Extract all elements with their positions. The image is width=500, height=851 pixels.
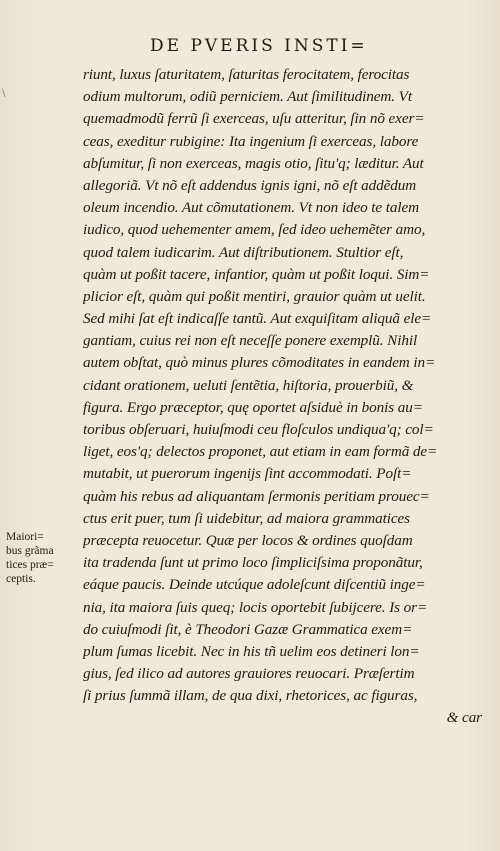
text-line: allegoriã. Vt nõ eſt addendus ignis igni, nõ eſt addẽdum (83, 176, 417, 194)
text-line: eáque paucis. Deinde utcúque adoleſcunt diſcentiũ inge= (83, 576, 426, 594)
text-line: do cuiuſmodi ſit, è Theodori Gazæ Grammatica exem= (83, 620, 413, 638)
text-line: liget, eos'q; delectos proponet, aut etiam in eam formã de= (83, 443, 438, 461)
text-line: riunt, luxus ſaturitatem, ſaturitas ferocitatem, ferocitas (83, 66, 410, 83)
catchword: & car (446, 709, 482, 727)
text-line: ceas, exeditur rubigine: Ita ingenium ſi exerceas, labore (83, 132, 419, 150)
text-line: toribus obſeruari, huiuſmodi ceu floſculos undiqua'q; col= (83, 421, 434, 438)
marginal-note-line: ceptis. (6, 573, 36, 585)
text-line: quàm his rebus ad aliquantam ſermonis peritiam prouec= (83, 487, 430, 505)
text-line: ſi prius ſummã illam, de qua dixi, rhetorices, ac figuras, (83, 687, 418, 705)
text-line: quemadmodũ ferrũ ſi exerceas, uſu atteritur, ſin nõ exer= (83, 110, 425, 128)
text-line: ctus erit puer, tum ſi uidebitur, ad maiora grammatices (83, 509, 410, 527)
text-line: oleum incendio. Aut cõmutationem. Vt non ideo te talem (83, 199, 419, 217)
text-line: ita tradenda ſunt ut primo loco ſimpliciſsima proponãtur, (83, 554, 423, 572)
text-line: autem obſtat, quò minus plures cõmoditates in eandem in= (83, 354, 436, 372)
text-line: gius, ſed ilico ad autores grauiores reuocari. Præſertim (83, 665, 415, 683)
text-line: odium multorum, odiũ perniciem. Aut ſimilitudinem. Vt (83, 88, 412, 106)
text-line: nia, ita maiora ſuis queq; locis oportebit ſubijcere. Is or= (83, 598, 428, 616)
text-line: abſumitur, ſi non exerceas, magis otio, ſitu'q; læditur. Aut (83, 154, 424, 172)
margin-mark: \ (2, 88, 6, 99)
marginal-note-line: Maiori= (6, 531, 44, 543)
running-head: DE PVERIS INSTI= (150, 36, 368, 56)
marginal-note (6, 530, 84, 586)
marginal-note-line: bus grãma (6, 545, 54, 557)
text-line: gantiam, cuius rei non eſt neceſſe ponere exemplũ. Nihil (83, 332, 418, 350)
text-line: mutabit, ut puerorum ingenijs ſint accommodati. Poſt= (83, 465, 412, 483)
text-line: cidant orationem, ueluti ſentẽtia, hiſtoria, prouerbiũ, & (83, 376, 414, 394)
text-line: quod talem iudicarim. Aut diſtributionem. Stultior eſt, (83, 243, 404, 261)
text-line: iudico, quod uehementer amem, ſed ideo uehemẽter amo, (83, 221, 426, 239)
text-line: plum ſumas licebit. Nec in his tñ uelim eos detineri lon= (83, 642, 420, 660)
text-line: quàm ut poßit tacere, infantior, quàm ut poßit loqui. Sim= (83, 265, 430, 283)
text-line: Sed mihi ſat eſt indicaſſe tantũ. Aut exquiſitam aliquã ele= (83, 310, 432, 328)
text-line: figura. Ergo præceptor, quę oportet aſsiduè in bonis au= (83, 398, 423, 416)
text-line: plicior eſt, quàm qui poßit mentiri, grauior quàm ut uelit. (83, 287, 426, 305)
marginal-note-line: tices præ= (6, 559, 54, 571)
text-line: præcepta reuocetur. Quæ per locos & ordines quoſdam (83, 531, 413, 549)
body-text (83, 64, 486, 730)
